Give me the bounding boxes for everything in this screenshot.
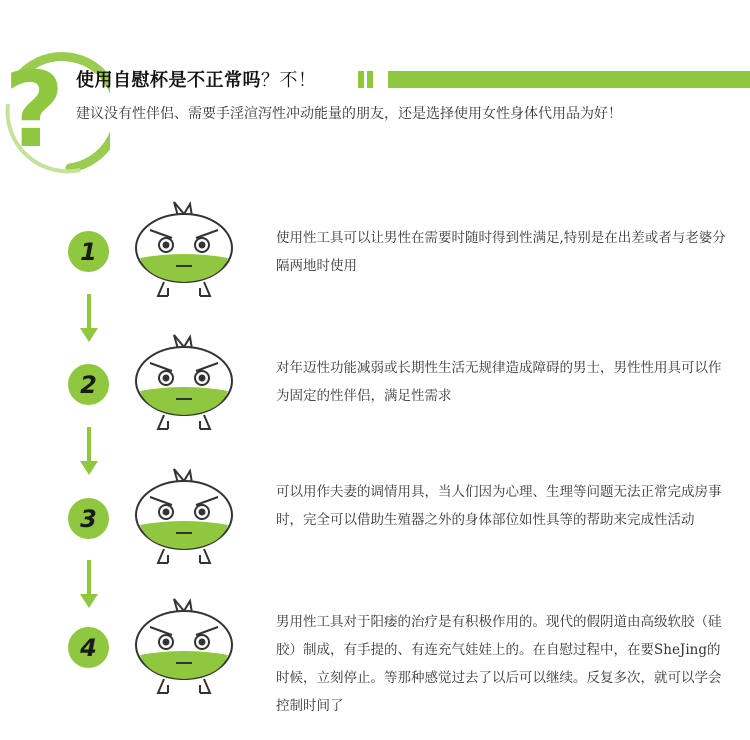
step-text-1: 使用性工具可以让男性在需要时随时得到性满足,特别是在出差或者与老婆分隔两地时使用 <box>276 230 726 274</box>
page-subtitle: 建议没有性伴侣、需要手淫渲泻性冲动能量的朋友，还是选择使用女性身体代用品为好！ <box>76 106 622 122</box>
step-text-3: 可以用作夫妻的调情用具，当人们因为心理、生理等问题无法正常完成房事时，完全可以借助生殖器之外的身体部位如性具等的帮助来完成性活动 <box>276 484 722 528</box>
step-number-2: 2 <box>68 364 109 405</box>
arrow-down-icon <box>79 427 99 477</box>
title-decor-bars <box>358 71 376 90</box>
step-text-2: 对年迈性功能减弱或长期性生活无规律造成障碍的男士，男性性用具可以作为固定的性伴侣，满足性需求 <box>276 360 722 404</box>
svg-text:?: ? <box>4 49 65 171</box>
mascot-face-icon <box>128 597 240 701</box>
arrow-down-icon <box>79 560 99 610</box>
step-number-3: 3 <box>68 498 109 539</box>
page-title: 使用自慰杯是不正常吗？不！ <box>76 70 317 91</box>
step-number-4: 4 <box>68 627 109 668</box>
mascot-face-icon <box>128 333 240 437</box>
title-decor-line <box>388 71 750 88</box>
mascot-face-icon <box>128 467 240 571</box>
step-text-4: 男用性工具对于阳痿的治疗是有积极作用的。现代的假阴道由高级软胶（硅胶）制成，有手提的、有连充气娃娃上的。在自慰过程中，在要SheJing的时候，立刻停止。等那种感觉过去了以后可以继续。反复多次，就可以学会控制时间了 <box>276 614 722 714</box>
arrow-down-icon <box>79 294 99 344</box>
mascot-face-icon <box>128 200 240 304</box>
step-number-1: 1 <box>68 231 109 272</box>
